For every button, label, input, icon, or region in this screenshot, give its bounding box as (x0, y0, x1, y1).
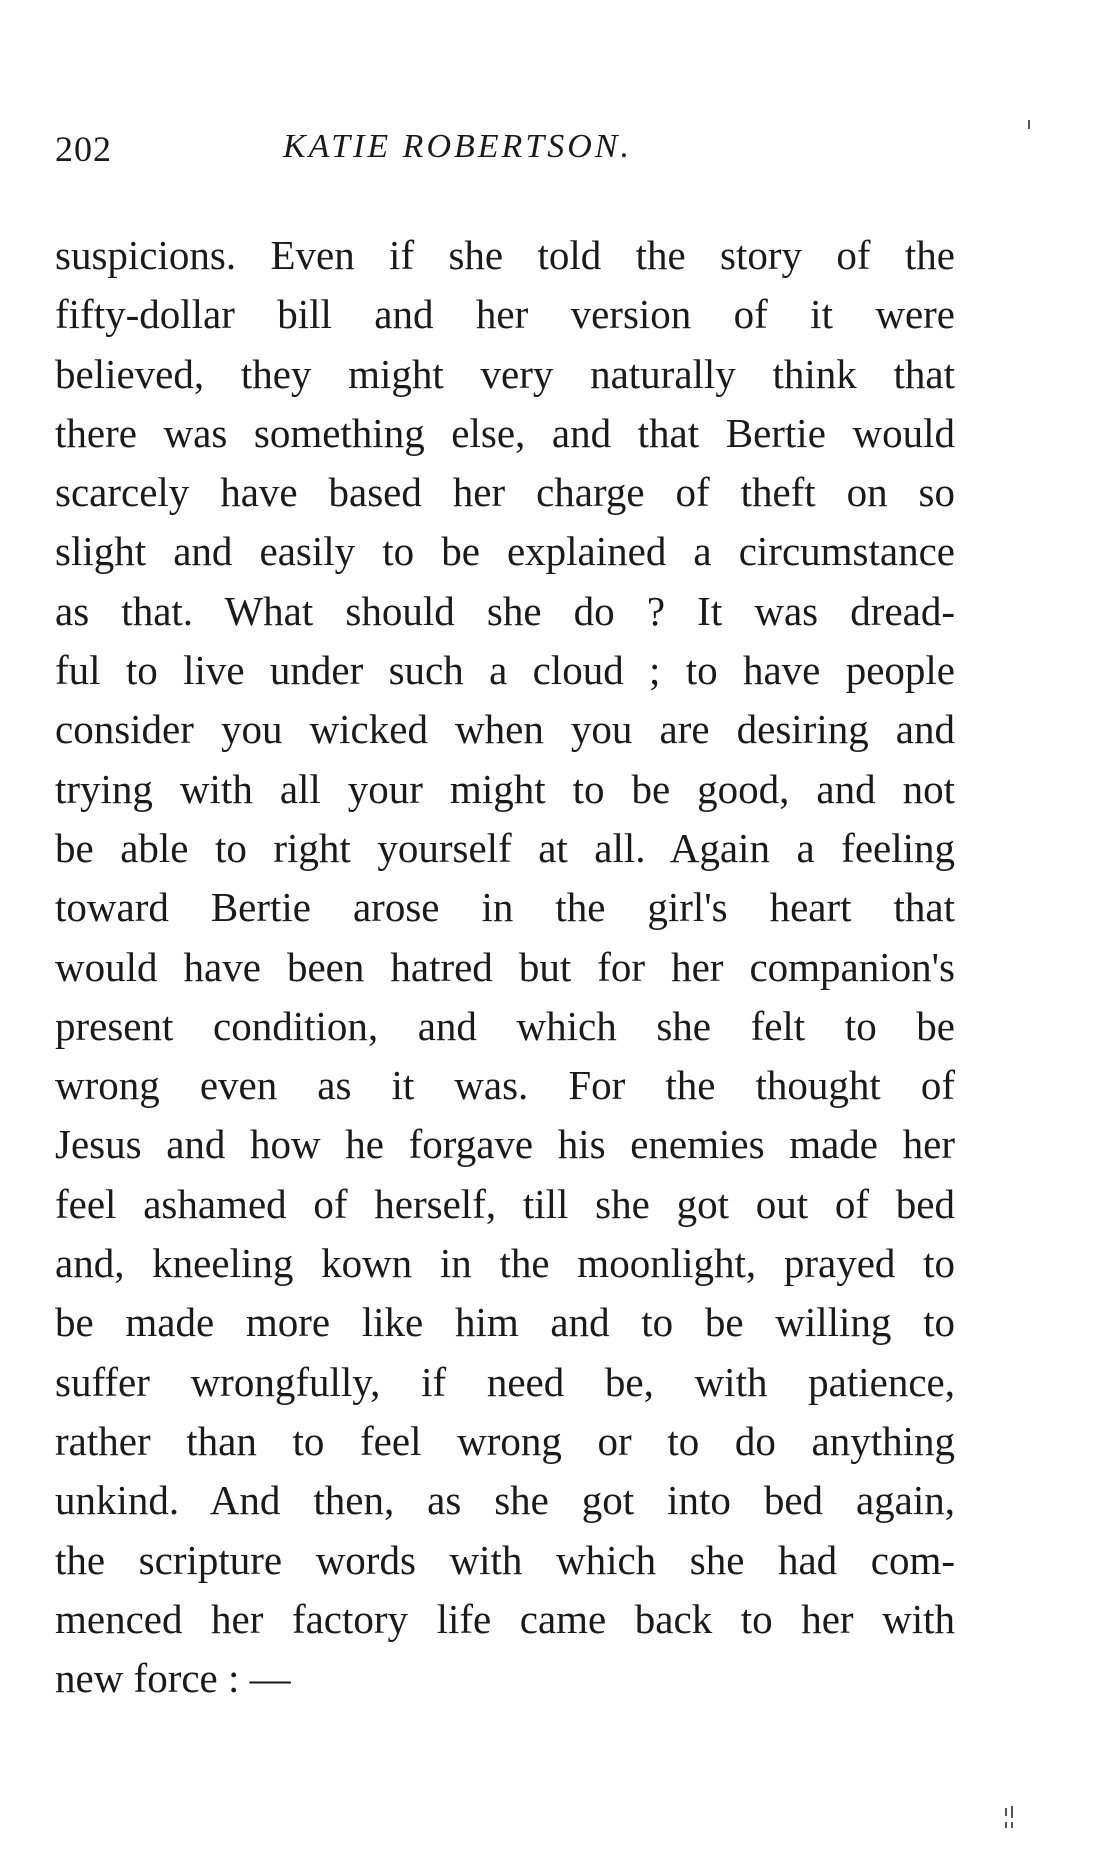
scan-speck (1005, 1822, 1007, 1828)
text-line: fifty-dollar bill and her version of it were (55, 291, 955, 338)
text-line: toward Bertie arose in the girl's heart that (55, 884, 955, 931)
text-line: wrong even as it was. For the thought of (55, 1062, 955, 1109)
text-line: there was something else, and that Bertie would (55, 409, 955, 456)
body-text (55, 226, 955, 1708)
text-line: feel ashamed of herself, till she got out of bed (55, 1180, 955, 1227)
text-line: Jesus and how he forgave his enemies made her (55, 1121, 955, 1168)
scan-speck (1011, 1822, 1013, 1828)
text-line: trying with all your might to be good, and not (55, 765, 955, 812)
scan-speck (1028, 120, 1030, 129)
text-line: present condition, and which she felt to be (55, 1002, 955, 1049)
running-head (55, 128, 955, 174)
text-line: slight and easily to be explained a circumstance (55, 528, 955, 575)
text-line: consider you wicked when you are desiring and (55, 706, 955, 753)
page-number: 202 (55, 129, 112, 169)
text-line: the scripture words with which she had com- (55, 1536, 955, 1583)
running-title: KATIE ROBERTSON. (283, 128, 632, 165)
scan-speck (1011, 1806, 1013, 1818)
text-line: be made more like him and to be willing to (55, 1299, 955, 1346)
text-line: suffer wrongfully, if need be, with patience, (55, 1358, 955, 1405)
text-line: rather than to feel wrong or to do anything (55, 1417, 955, 1464)
text-line: new force : — (55, 1655, 291, 1702)
text-line: as that. What should she do ? It was dread- (55, 587, 955, 634)
text-line: scarcely have based her charge of theft on so (55, 469, 955, 516)
text-line: be able to right yourself at all. Again a feeling (55, 824, 955, 871)
text-line: unkind. And then, as she got into bed again, (55, 1477, 955, 1524)
text-line: suspicions. Even if she told the story of the (55, 232, 955, 278)
text-line: would have been hatred but for her companion's (55, 943, 955, 990)
text-line: menced her factory life came back to her with (55, 1595, 955, 1642)
text-line: ful to live under such a cloud ; to have people (55, 647, 955, 694)
text-line: believed, they might very naturally think that (55, 350, 955, 397)
text-line: and, kneeling kown in the moonlight, prayed to (55, 1240, 955, 1287)
scan-speck (1005, 1808, 1007, 1816)
